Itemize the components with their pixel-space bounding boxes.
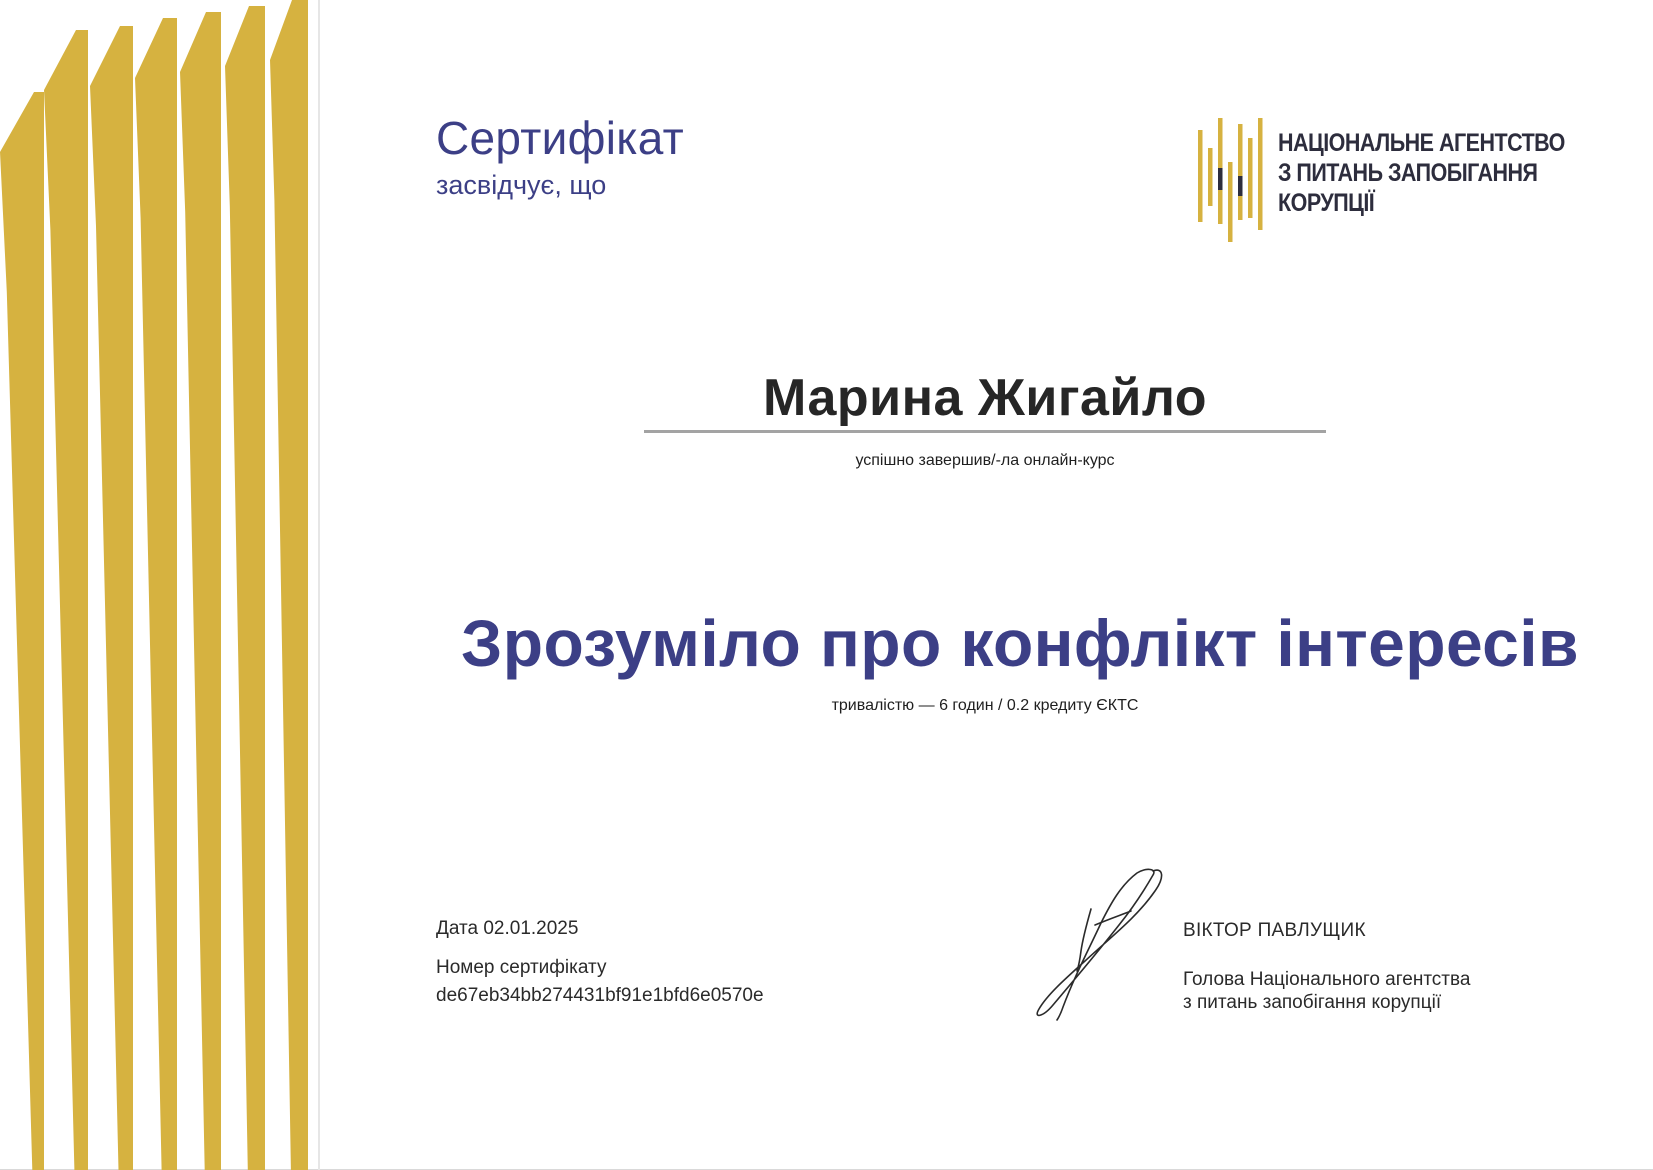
certificate-heading: [436, 112, 684, 202]
gold-stripe-5: [180, 12, 221, 1170]
certificate-details: [436, 915, 764, 1010]
signatory-name: ВІКТОР ПАВЛУЩИК: [1183, 920, 1366, 941]
signatory-position-line-2: з питань запобігання корупції: [1183, 992, 1442, 1013]
certificate-number-value: de67eb34bb274431bf91e1bfd6e0570e: [436, 985, 764, 1006]
recipient-name: Марина Жигайло: [763, 369, 1207, 427]
gold-stripe-1: [0, 92, 44, 1170]
stripe-divider-line: [318, 0, 320, 1170]
gold-stripe-2: [44, 30, 88, 1170]
certificate-number-label: Номер сертифікату: [436, 957, 607, 978]
course-duration: тривалістю — 6 годин / 0.2 кредиту ЄКТС: [831, 697, 1139, 714]
decorative-gold-stripes: [0, 0, 325, 1170]
signatory-position-line-1: Голова Національного агентства: [1183, 969, 1471, 990]
organization-name-line-2: З ПИТАНЬ ЗАПОБІГАННЯ: [1278, 159, 1538, 187]
signatory-position: [1183, 968, 1470, 1014]
organization-name: [1278, 128, 1565, 218]
certificate-title: Сертифікат: [436, 112, 684, 164]
organization-logo: [1198, 118, 1565, 243]
signatory-block: [1183, 917, 1470, 1014]
certificate-subtitle: засвідчує, що: [436, 170, 607, 200]
gold-stripe-7: [270, 0, 308, 1170]
gold-stripe-4: [135, 18, 177, 1170]
organization-name-line-3: КОРУПЦІЇ: [1278, 189, 1375, 217]
name-underline: [644, 430, 1326, 433]
course-title: Зрозуміло про конфлікт інтересів: [460, 606, 1579, 680]
gold-stripe-3: [90, 26, 133, 1170]
issue-date: Дата 02.01.2025: [436, 918, 579, 939]
organization-name-line-1: НАЦІОНАЛЬНЕ АГЕНТСТВО: [1278, 129, 1565, 157]
nazk-logo-icon: [1198, 118, 1268, 243]
completion-text: успішно завершив/-ла онлайн-курс: [855, 452, 1115, 469]
gold-stripe-6: [225, 6, 265, 1170]
handwritten-signature: [1025, 865, 1175, 1025]
